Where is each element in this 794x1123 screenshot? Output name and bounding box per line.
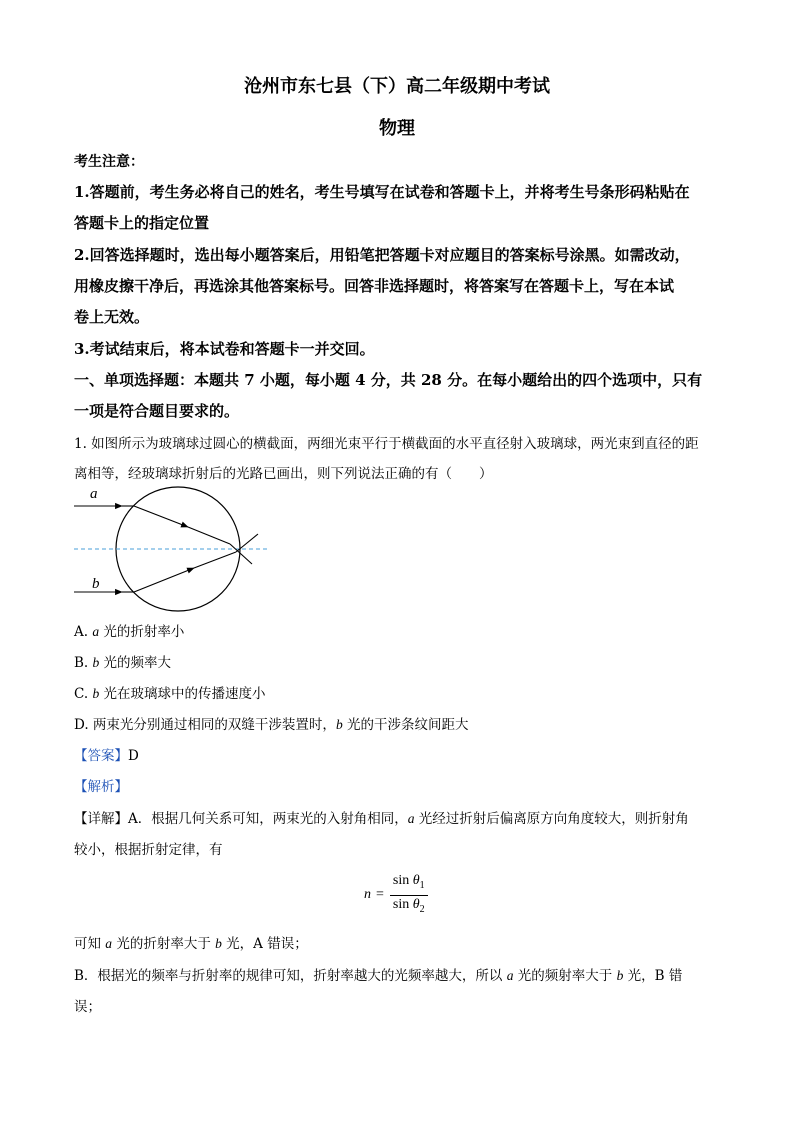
- exam-title: 沧州市东七县（下）高二年级期中考试: [244, 76, 550, 97]
- option-a: A. a 光的折射率小: [74, 624, 185, 640]
- option-b: B. b 光的频率大: [74, 655, 172, 671]
- figure-label-a: a: [90, 486, 98, 502]
- analysis-tag: 【解析】: [74, 779, 128, 795]
- ray-b-refracted-segment: [194, 552, 236, 568]
- option-c: C. b 光在玻璃球中的传播速度小: [74, 686, 266, 702]
- notice-item-3: 3.考试结束后，将本试卷和答题卡一并交回。: [74, 340, 375, 358]
- notice-item-2-line-3: 卷上无效。: [74, 308, 150, 326]
- refraction-formula: n = $\sin \theta_1$ $\sin \theta_2$: [364, 872, 428, 919]
- notice-item-1-line-2: 答题卡上的指定位置: [74, 214, 210, 232]
- answer-line: [74, 744, 139, 764]
- question-1-stem-line-1: 1. 如图所示为玻璃球过圆心的横截面，两细光束平行于横截面的水平直径射入玻璃球，两光束到直径的距: [74, 436, 699, 452]
- answer-value: D: [128, 748, 139, 764]
- ray-b-refracted-arrow: [134, 568, 194, 592]
- section-1-line-2: 一项是符合题目要求的。: [74, 402, 240, 420]
- detail-line-2: 较小，根据折射定律，有: [74, 842, 223, 858]
- notice-item-2-line-2: 用橡皮擦干净后，再选涂其他答案标号。回答非选择题时，将答案写在答题卡上，写在本试: [74, 277, 675, 295]
- detail-line-5: 误；: [74, 999, 101, 1015]
- answer-tag: 【答案】: [74, 748, 128, 764]
- exam-subject: 物理: [379, 118, 415, 139]
- glass-sphere-figure: [60, 482, 280, 612]
- question-1-stem-line-2: 离相等，经玻璃球折射后的光路已画出，则下列说法正确的有（ ）: [74, 466, 493, 482]
- ray-a-exit-segment: [230, 544, 252, 564]
- detail-line-1: 【详解】A．根据几何关系可知，两束光的入射角相同，a 光经过折射后偏离原方向角度较大，则折射角: [74, 811, 689, 827]
- figure-label-b: b: [92, 576, 100, 592]
- ray-a-refracted-arrow: [134, 506, 188, 527]
- detail-line-4: B．根据光的频率与折射率的规律可知，折射率越大的光频率越大，所以 a 光的频射率大于 b 光，B 错: [74, 968, 683, 984]
- ray-a-refracted-segment: [188, 527, 230, 544]
- notice-item-2-line-1: 2.回答选择题时，选出每小题答案后，用铅笔把答题卡对应题目的答案标号涂黑。如需改动，: [74, 246, 690, 264]
- detail-line-3: 可知 a 光的折射率大于 b 光，A 错误；: [74, 936, 308, 952]
- option-d: D. 两束光分别通过相同的双缝干涉装置时，b 光的干涉条纹间距大: [74, 717, 469, 733]
- notice-item-1-line-1: 1.答题前，考生务必将自己的姓名，考生号填写在试卷和答题卡上，并将考生号条形码粘贴在: [74, 183, 690, 201]
- notice-heading: 考生注意：: [74, 154, 144, 170]
- section-1-line-1: 一、单项选择题：本题共 7 小题，每小题 4 分，共 28 分。在每小题给出的四个选项中，只有: [74, 371, 703, 389]
